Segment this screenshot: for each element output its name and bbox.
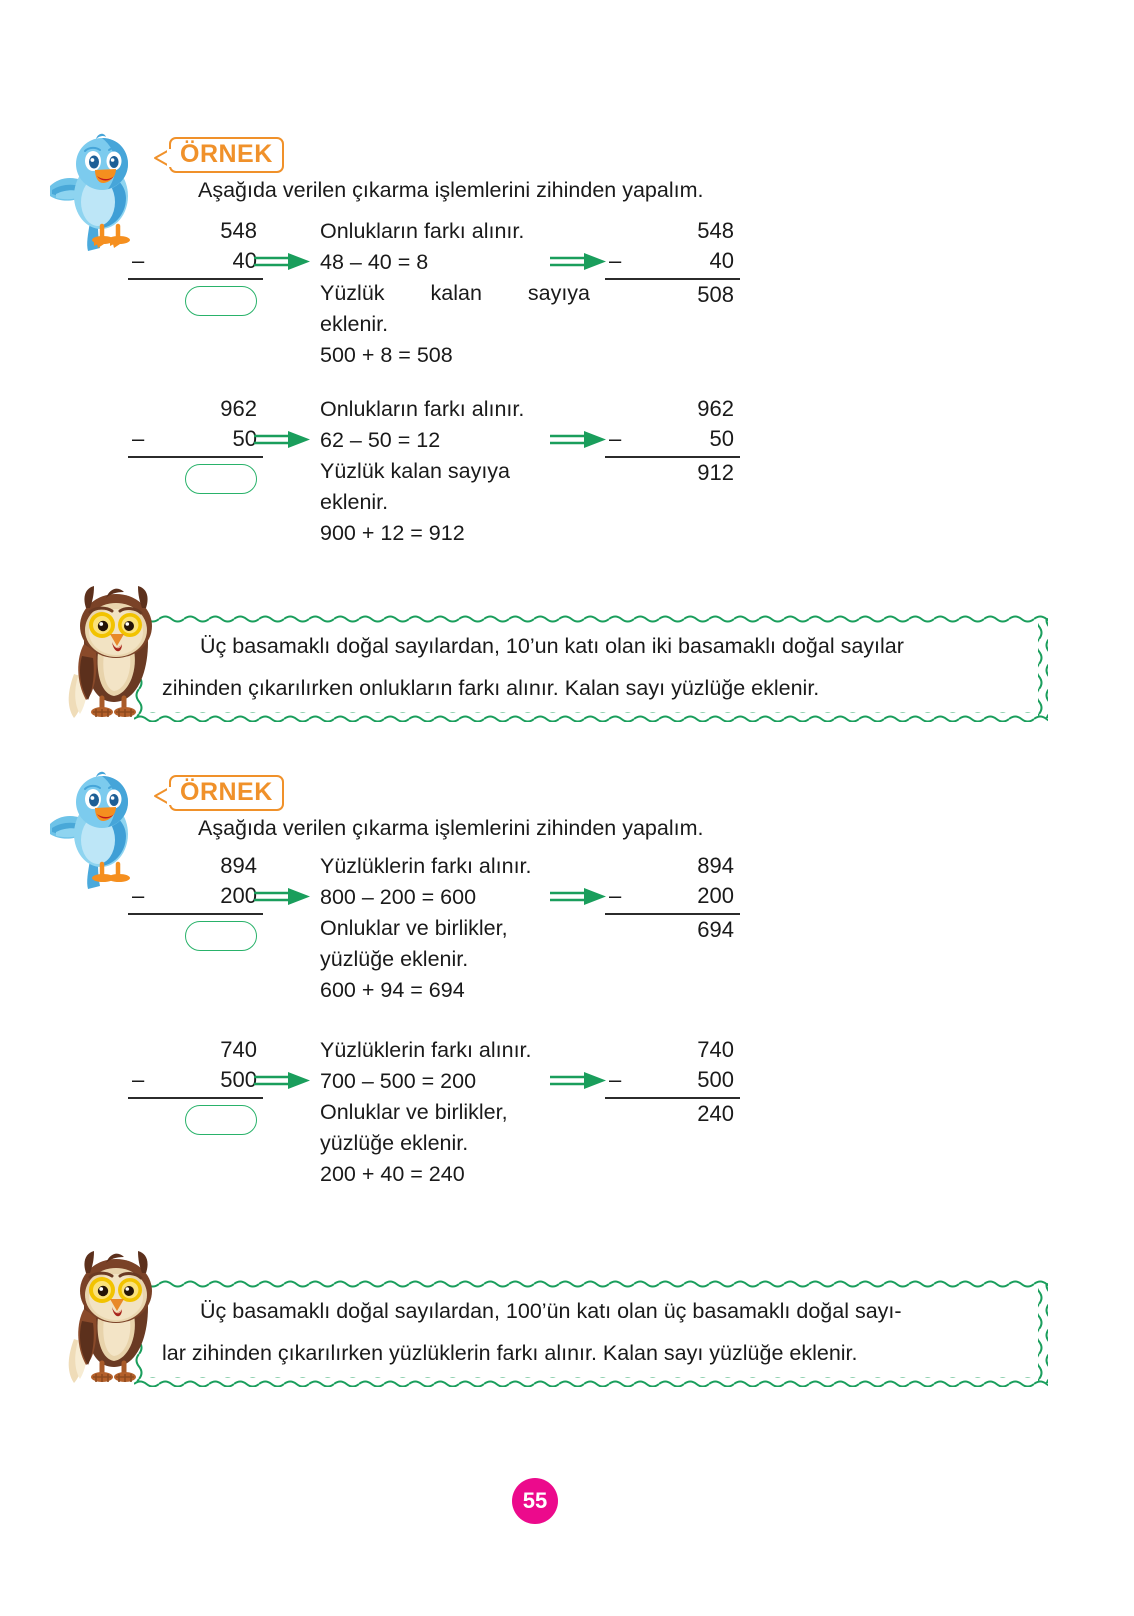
subtrahend: 500: [697, 1067, 734, 1092]
arrow-right-icon-2: [550, 885, 610, 909]
step-line: Yüzlüklerin farkı alınır.: [320, 854, 532, 878]
minus-sign: –: [609, 1067, 622, 1092]
step-line: Yüzlüklerin farkı alınır.: [320, 1038, 532, 1062]
calc-rule: [128, 1097, 263, 1099]
step-line: Onluklar ve birlikler,: [320, 1100, 508, 1124]
example-row-2-1: [0, 847, 1134, 1017]
arrow-right-icon-1: [254, 250, 314, 274]
owl-mascot-icon: [62, 578, 162, 726]
minuend: 548: [697, 218, 734, 243]
step-line: 200 + 40 = 240: [320, 1162, 465, 1186]
minus-sign: –: [132, 248, 145, 273]
answer-box-blank[interactable]: [185, 921, 257, 951]
arrow-right-icon-1: [254, 428, 314, 452]
example-row-1-1: [0, 212, 1134, 382]
steps-1-1: [320, 216, 590, 371]
answer-box-blank[interactable]: [185, 1105, 257, 1135]
arrow-right-icon-2: [550, 428, 610, 452]
subtrahend: 200: [697, 883, 734, 908]
subtrahend: 50: [709, 426, 734, 451]
step-line: yüzlüğe eklenir.: [320, 1131, 469, 1155]
step-line: 62 – 50 = 12: [320, 428, 441, 452]
calc-rule: [128, 456, 263, 458]
info-panel-2: [62, 1243, 1048, 1393]
info-panel-1: [62, 578, 1048, 728]
answer-box-blank[interactable]: [185, 464, 257, 494]
step-line: yüzlüğe eklenir.: [320, 947, 469, 971]
result: 240: [697, 1101, 734, 1126]
calc-left-2-1: [128, 851, 263, 951]
ornek-badge-label: ÖRNEK: [169, 775, 284, 811]
subtrahend: 500: [220, 1067, 257, 1092]
minuend: 894: [220, 853, 257, 878]
answer-box-blank[interactable]: [185, 286, 257, 316]
ornek-badge: [153, 138, 284, 172]
calc-left-2-2: [128, 1035, 263, 1135]
minus-sign: –: [609, 426, 622, 451]
step-line: Onlukların farkı alınır.: [320, 219, 525, 243]
minus-sign: –: [132, 883, 145, 908]
minuend: 962: [697, 396, 734, 421]
calc-right-2-2: [605, 1035, 740, 1129]
step-line: 600 + 94 = 694: [320, 978, 465, 1002]
info-line: Üç basamaklı doğal sayılardan, 10’un katı olan iki basamaklı doğal sayılar: [200, 634, 904, 658]
minus-sign: –: [132, 1067, 145, 1092]
info-line: lar zihinden çıkarılırken yüzlüklerin farkı alınır. Kalan sayı yüzlüğe eklenir.: [162, 1341, 858, 1365]
info-panel-1-text: [162, 625, 1038, 709]
calc-right-2-1: [605, 851, 740, 945]
subtrahend: 200: [220, 883, 257, 908]
section-1-intro-text: Aşağıda verilen çıkarma işlemlerini zihinden yapalım.: [198, 178, 704, 202]
result: 694: [697, 917, 734, 942]
step-line: Yüzlük kalan sayıya: [320, 459, 511, 483]
example-row-1-2: [0, 390, 1134, 560]
step-line: Onlukların farkı alınır.: [320, 397, 525, 421]
calc-rule: [128, 913, 263, 915]
example-row-2-2: [0, 1031, 1134, 1201]
result: 912: [697, 460, 734, 485]
step-line: 500 + 8 = 508: [320, 343, 453, 367]
speech-tail-icon: [153, 145, 171, 165]
step-line: 800 – 200 = 600: [320, 885, 477, 909]
minuend: 962: [220, 396, 257, 421]
arrow-right-icon-2: [550, 1069, 610, 1093]
step-line: eklenir.: [320, 312, 389, 336]
minuend: 894: [697, 853, 734, 878]
subtrahend: 40: [232, 248, 257, 273]
minus-sign: –: [132, 426, 145, 451]
ornek-badge: [153, 776, 284, 810]
minus-sign: –: [609, 883, 622, 908]
minuend: 740: [220, 1037, 257, 1062]
info-line: zihinden çıkarılırken onlukların farkı alınır. Kalan sayı yüzlüğe eklenir.: [162, 676, 820, 700]
page-number-badge: 55: [512, 1478, 558, 1524]
minus-sign: –: [609, 248, 622, 273]
minuend: 548: [220, 218, 257, 243]
calc-right-1-2: [605, 394, 740, 488]
step-line: eklenir.: [320, 490, 389, 514]
step-line: 900 + 12 = 912: [320, 521, 465, 545]
step-line: Yüzlük kalan sayıya: [320, 281, 590, 305]
calc-right-1-1: [605, 216, 740, 310]
steps-2-1: [320, 851, 532, 1006]
subtrahend: 40: [709, 248, 734, 273]
speech-tail-icon: [153, 783, 171, 803]
steps-2-2: [320, 1035, 532, 1190]
calc-rule: [128, 278, 263, 280]
info-line: Üç basamaklı doğal sayılardan, 100’ün katı olan üç basamaklı doğal sayı-: [200, 1299, 902, 1323]
arrow-right-icon-2: [550, 250, 610, 274]
step-line: Onluklar ve birlikler,: [320, 916, 508, 940]
ornek-badge-label: ÖRNEK: [169, 137, 284, 173]
result: 508: [697, 282, 734, 307]
section-2-intro-text: Aşağıda verilen çıkarma işlemlerini zihinden yapalım.: [198, 816, 704, 840]
arrow-right-icon-1: [254, 1069, 314, 1093]
step-line: 700 – 500 = 200: [320, 1069, 477, 1093]
owl-mascot-icon: [62, 1243, 162, 1391]
arrow-right-icon-1: [254, 885, 314, 909]
minuend: 740: [697, 1037, 734, 1062]
calc-left-1-2: [128, 394, 263, 494]
step-line: 48 – 40 = 8: [320, 250, 429, 274]
steps-1-2: [320, 394, 524, 549]
calc-left-1-1: [128, 216, 263, 316]
info-panel-2-text: [162, 1290, 1038, 1374]
subtrahend: 50: [232, 426, 257, 451]
